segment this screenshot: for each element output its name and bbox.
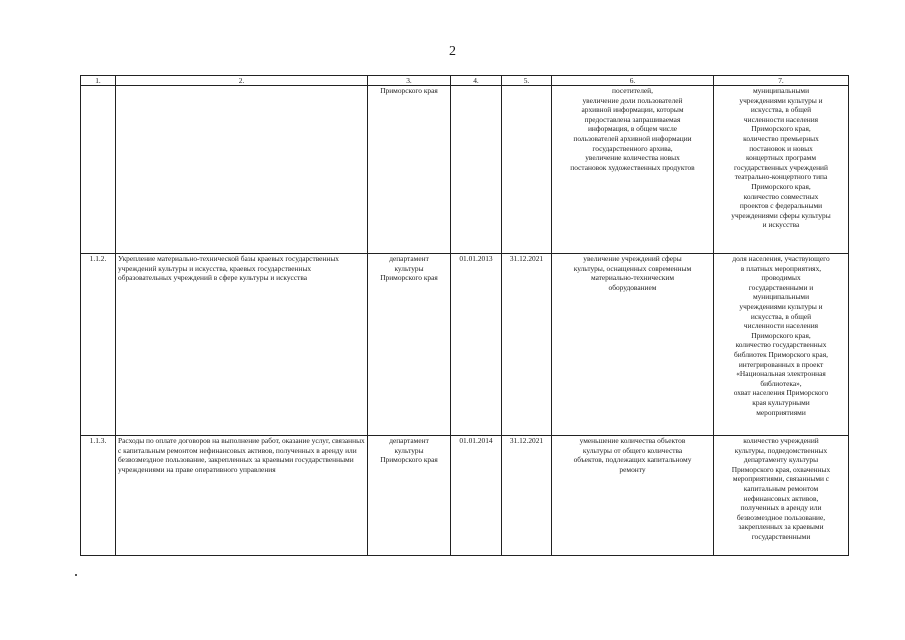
expected-result: посетителей, увеличение доли пользователей архивной информации, которым предоставлена запрашиваемая информация, в общем числе пользователей архивной информации государственного архива, увеличение количества новых постановок художественных продуктов [552,86,714,254]
table-row [81,86,849,254]
indicator: муниципальными учреждениями культуры и искусства, в общей численности населения Приморского края, количество премьерных постановок и новых концертных программ государственных учреждений театрально-концертного типа Приморского края, количество совместных проектов с федеральными учреждениями сферы культуры и искусства [714,86,849,254]
column-header: 4. [451,76,502,86]
row-number: 1.1.2. [81,254,116,436]
activity-name: Укрепление материально-технической базы краевых государственных учреждений культуры и искусства, краевых государственных образовательных учреждений в сфере культуры и искусства [116,254,368,436]
executor: Приморского края [368,86,451,254]
executor: департамент культуры Приморского края [368,436,451,556]
start-date [451,86,502,254]
expected-result: увеличение учреждений сферы культуры, оснащенных современным материально-техническим оборудованием [552,254,714,436]
column-header: 3. [368,76,451,86]
activity-name: Расходы по оплате договоров на выполнение работ, оказание услуг, связанных с капитальным ремонтом нефинансовых активов, полученных в аренду или безвозмездное пользование, закрепленных за краевыми государственными учреждениями на праве оперативного управления [116,436,368,556]
end-date: 31.12.2021 [502,436,552,556]
column-header: 2. [116,76,368,86]
indicator: количество учреждений культуры, подведомственных департаменту культуры Приморского края, охваченных мероприятиями, связанными с капитальным ремонтом нефинансовых активов, полученных в аренду или безвозмездное пользование, закрепленных за краевыми государственными [714,436,849,556]
end-date [502,86,552,254]
executor: департамент культуры Приморского края [368,254,451,436]
indicator: доля населения, участвующего в платных мероприятиях, проводимых государственными и муниципальными учреждениями культуры и искусства, в общей численности населения Приморского края, количество государственных библиотек Приморского края, интегрированных в проект «Национальная электронная библиотека», охват населения Приморского края культурными мероприятиями [714,254,849,436]
table-header-row [81,76,849,86]
program-activities-table [80,75,849,556]
row-number [81,86,116,254]
start-date: 01.01.2013 [451,254,502,436]
end-date: 31.12.2021 [502,254,552,436]
start-date: 01.01.2014 [451,436,502,556]
activity-name [116,86,368,254]
scan-speck [75,574,77,576]
column-header: 1. [81,76,116,86]
column-header: 5. [502,76,552,86]
expected-result: уменьшение количества объектов культуры от общего количества объектов, подлежащих капитальному ремонту [552,436,714,556]
column-header: 6. [552,76,714,86]
column-header: 7. [714,76,849,86]
page-number: 2 [449,44,456,59]
table-row [81,436,849,556]
table-row [81,254,849,436]
row-number: 1.1.3. [81,436,116,556]
